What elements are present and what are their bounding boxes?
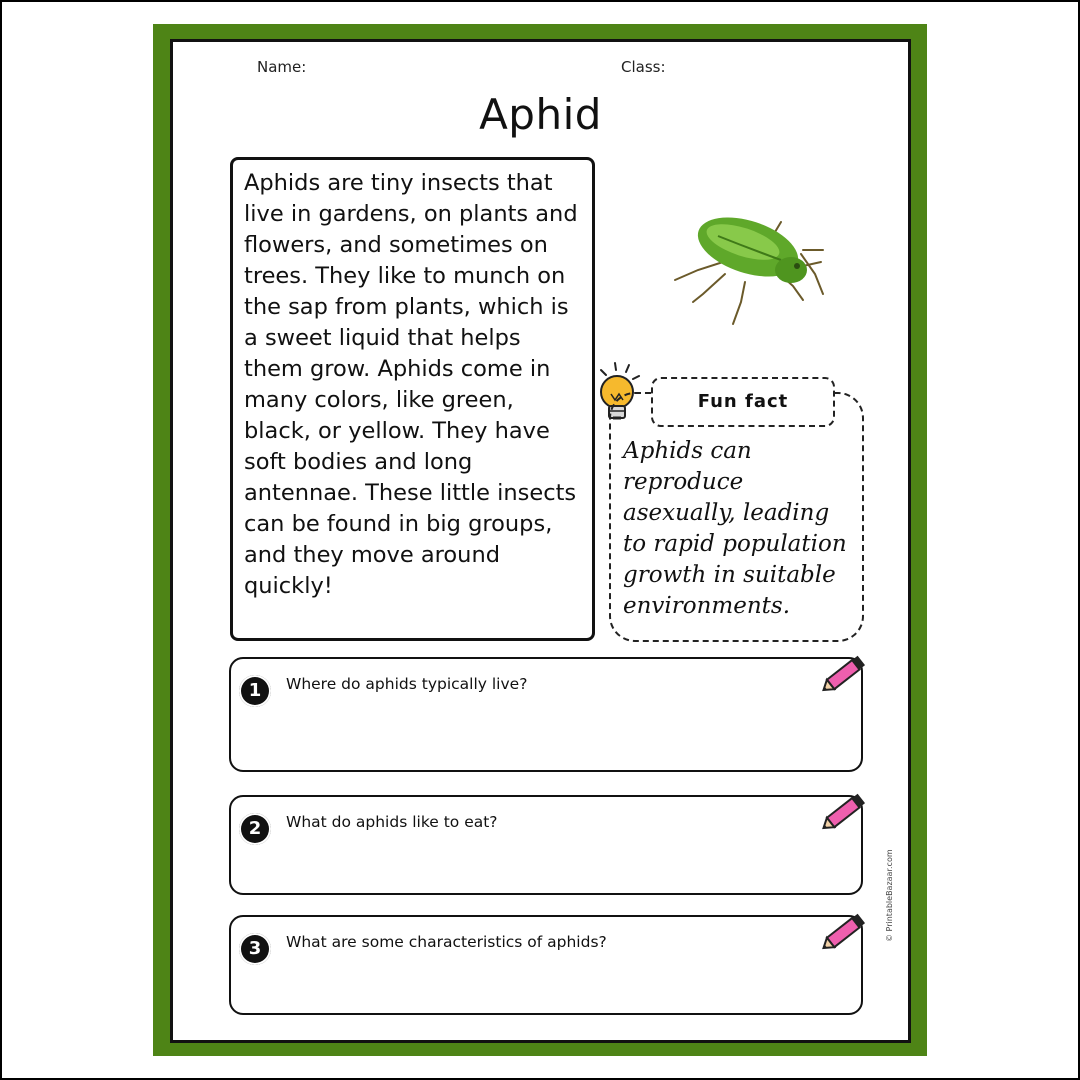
class-label: Class:: [621, 58, 666, 76]
question-text: What are some characteristics of aphids?: [286, 933, 607, 951]
question-number-badge: 3: [239, 933, 271, 965]
question-number-badge: 2: [239, 813, 271, 845]
worksheet: [170, 39, 911, 1043]
question-text: Where do aphids typically live?: [286, 675, 528, 693]
question-box-2[interactable]: [229, 795, 863, 895]
question-number-badge: 1: [239, 675, 271, 707]
page-title: Aphid: [479, 90, 602, 139]
name-label: Name:: [257, 58, 307, 76]
reading-passage: Aphids are tiny insects that live in gardens, on plants and flowers, and sometimes on trees. They like to munch on the sap from plants, which is a sweet liquid that helps them grow. Aphids come in many colors, like green, black, or yellow. They have soft bodies and long antennae. These little insects can be found in big groups, and they move around quickly!: [230, 157, 595, 641]
question-box-1[interactable]: [229, 657, 863, 772]
pencil-icon: [817, 789, 871, 835]
question-text: What do aphids like to eat?: [286, 813, 498, 831]
watermark: © PrintableBazaar.com: [885, 849, 894, 942]
fun-fact-title: Fun fact: [651, 377, 835, 427]
pencil-icon: [817, 909, 871, 955]
aphid-illustration: [663, 202, 833, 332]
pencil-icon: [817, 651, 871, 697]
fun-fact-text: Aphids can reproduce asexually, leading to rapid population growth in suitable environments.: [623, 438, 847, 619]
question-box-3[interactable]: [229, 915, 863, 1015]
